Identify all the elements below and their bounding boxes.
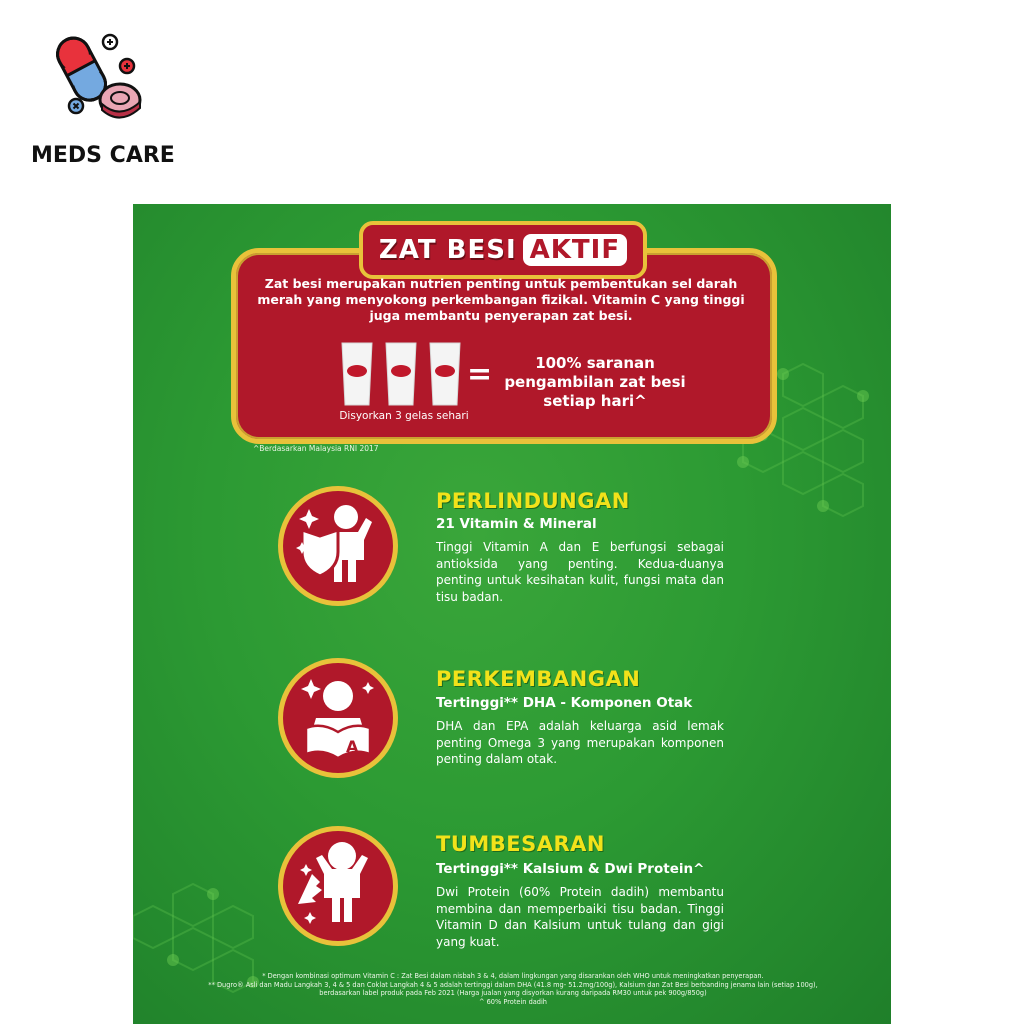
meds-care-logo-icon [52, 28, 152, 128]
brand-name: MEDS CARE [31, 143, 175, 168]
glass-caption: Disyorkan 3 gelas sehari [339, 410, 469, 422]
equals-sign: = [467, 357, 493, 392]
title-main: ZAT BESI [378, 235, 517, 265]
feature-subtitle-perkembangan: Tertinggi** DHA - Komponen Otak [436, 695, 693, 711]
feature-text-tumbesaran: Dwi Protein (60% Protein dadih) membantu membina dan memperbaiki tisu badan. Tinggi Vitamin D dan Kalsium untuk tulang dan gigi yang kuat. [436, 885, 724, 949]
feature-title-perkembangan: PERKEMBANGAN [436, 667, 641, 691]
title-banner [359, 221, 647, 279]
growing-child-icon [276, 824, 400, 948]
feature-title-perlindungan: PERLINDUNGAN [436, 489, 630, 513]
feature-text-perkembangan: DHA dan EPA adalah keluarga asid lemak penting Omega 3 yang merupakan komponen penting dalam otak. [436, 719, 724, 766]
svg-text:A: A [346, 737, 359, 756]
title-tag: AKTIF [523, 234, 627, 266]
fine-print [193, 972, 833, 1006]
shield-child-icon [276, 484, 400, 608]
iron-result-text: 100% saranan pengambilan zat besi setiap hari^ [504, 354, 686, 410]
reading-child-icon [276, 656, 400, 780]
feature-subtitle-perlindungan: 21 Vitamin & Mineral [436, 516, 597, 532]
product-infographic [133, 204, 891, 1024]
fine-print-line-3: ^ 60% Protein dadih [478, 997, 547, 1006]
milk-glasses-icon [338, 341, 468, 407]
rni-footnote: ^Berdasarkan Malaysia RNI 2017 [253, 444, 379, 453]
fine-print-line-1: * Dengan kombinasi optimum Vitamin C : Zat Besi dalam nisbah 3 & 4, dalam lingkungan yang disarankan oleh WHO untuk meningkatkan penyerapan. [262, 972, 764, 980]
feature-text-perlindungan: Tinggi Vitamin A dan E berfungsi sebagai antioksida yang penting. Kedua-duanya penting untuk kesihatan kulit, fungsi mata dan tisu badan. [436, 540, 724, 604]
fine-print-line-2: ** Dugro® Asli dan Madu Langkah 3, 4 & 5 dan Coklat Langkah 4 & 5 adalah tertinggi dalam DHA (41.8 mg- 51.2mg/100g), Kalsium dan Zat Besi berbanding jenama lain (setiap 100g), berdasarkan label produk pada Feb 2021 (Harga jualan yang disyorkan kurang daripada RM30 untuk pek 900g/850g) [208, 980, 818, 997]
intro-text: Zat besi merupakan nutrien penting untuk pembentukan sel darah merah yang menyokong perkembangan fizikal. Vitamin C yang tinggi juga membantu penyerapan zat besi. [257, 276, 745, 323]
feature-subtitle-tumbesaran: Tertinggi** Kalsium & Dwi Protein^ [436, 861, 705, 877]
feature-title-tumbesaran: TUMBESARAN [436, 832, 606, 856]
